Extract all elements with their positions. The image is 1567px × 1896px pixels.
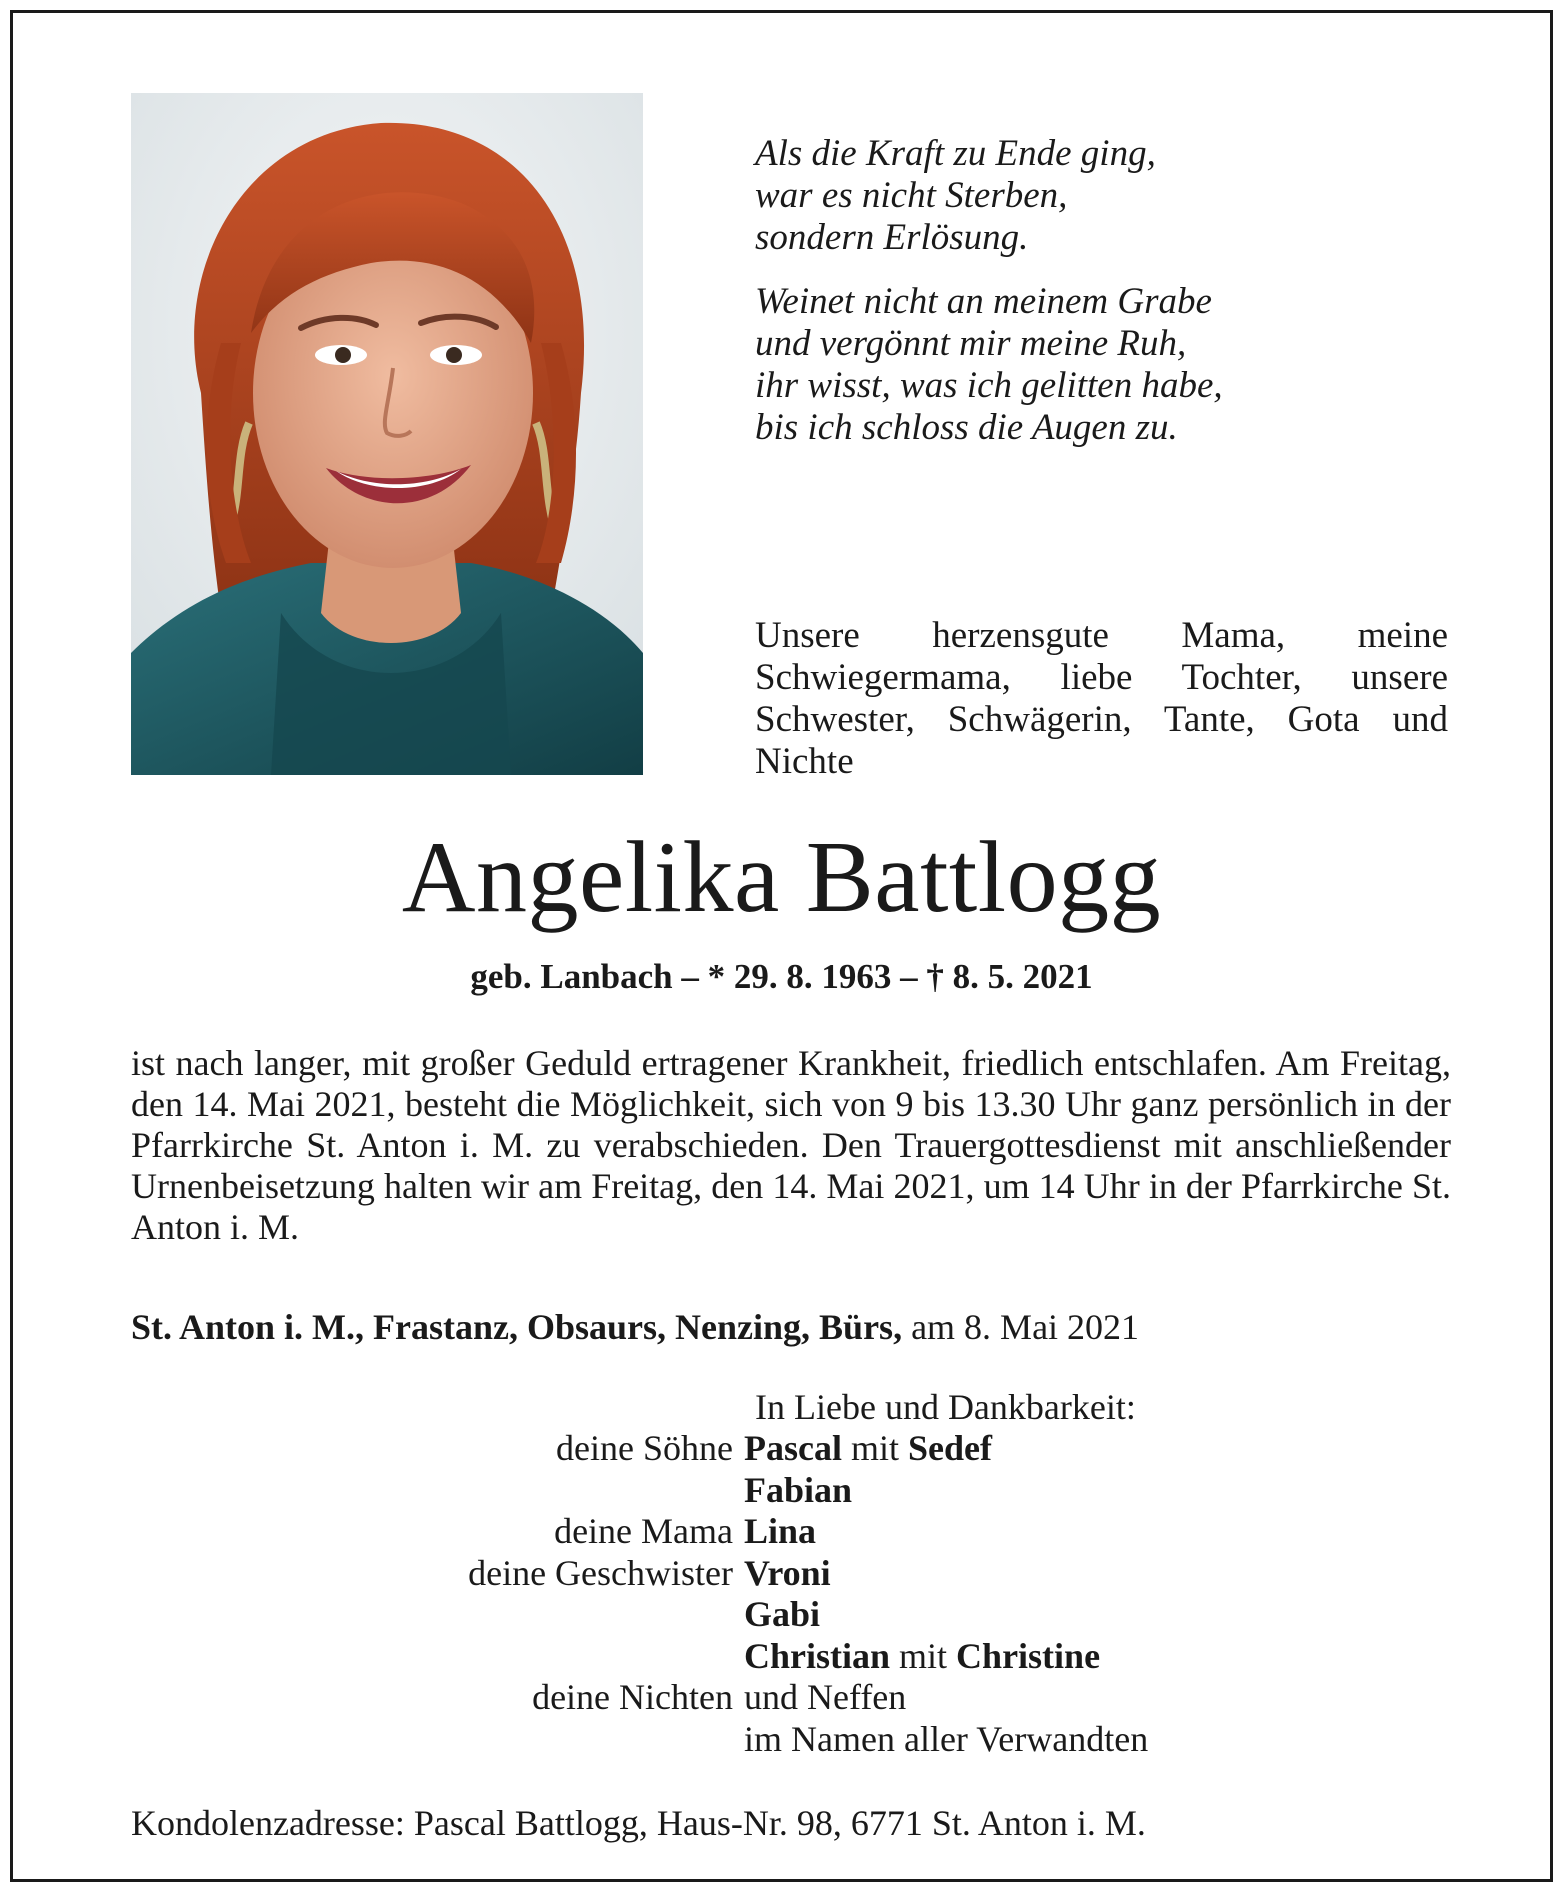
poem-line: sondern Erlösung. [755,217,1029,258]
mourner-person: Fabian [744,1469,853,1510]
announcement-text: ist nach langer, mit großer Geduld ertragener Krankheit, friedlich entschlafen. Am Freitag, den 14. Mai 2021, besteht die Möglichkeit, sich von 9 bis 13.30 Uhr ganz persönlich in der Pfarrkirche St. Anton i. M. zu verabschieden. Den Trauergottesdienst mit anschließender Urnenbeisetzung halten wir am Freitag, den 14. Mai 2021, um 14 Uhr in der Pfarrkirche St. Anton i. M. [131,1043,1451,1247]
poem-line: war es nicht Sterben, [755,175,1068,216]
mourner-row [13,1553,1553,1595]
place-towns: St. Anton i. M., Frastanz, Obsaurs, Nenzing, Bürs, [131,1307,903,1347]
mourner-row [13,1636,1553,1678]
deceased-name: Angelika Battlogg [401,821,1162,934]
dedication-line: In Liebe und Dankbarkeit: [755,1387,1136,1427]
condolence-address: Kondolenzadresse: Pascal Battlogg, Haus-Nr. 98, 6771 St. Anton i. M. [131,1803,1146,1843]
mourner-label: deine Nichten [532,1677,733,1717]
poem [755,133,1455,471]
mourner-name [744,1511,816,1553]
poem-line: ihr wisst, was ich gelitten habe, [755,365,1223,406]
poem-stanza-1 [755,133,1455,259]
mourner-label: deine Geschwister [468,1552,733,1593]
mourner-name [744,1594,820,1636]
mourner-name [744,1470,852,1512]
mourner-connector: mit [899,1635,948,1676]
mourner-row [13,1719,1553,1761]
mourner-label: deine Mama [554,1511,733,1551]
portrait-illustration [131,93,643,775]
mourner-person: Vroni [744,1552,831,1593]
mourner-row [13,1511,1553,1553]
mourner-name [744,1553,831,1595]
poem-line: Als die Kraft zu Ende ging, [755,133,1156,174]
obituary-page [10,10,1553,1882]
mourner-row [13,1677,1553,1719]
mourner-name [744,1428,992,1470]
poem-stanza-2 [755,281,1455,449]
poem-line: bis ich schloss die Augen zu. [755,407,1178,448]
birth-death-dates: geb. Lanbach – * 29. 8. 1963 – † 8. 5. 2021 [470,957,1093,996]
intro-text: Unsere herzensgute Mama, meine Schwiegermama, liebe Tochter, unsere Schwester, Schwägerin, Tante, Gota und Nichte [755,615,1448,782]
mourner-person: Gabi [744,1594,821,1634]
mourner-person: Lina [744,1511,817,1551]
poem-line: Weinet nicht an meinem Grabe [755,281,1212,322]
mourner-label: deine Söhne [556,1428,733,1468]
mourner-person: Pascal [744,1428,842,1468]
mourner-name: und Neffen [744,1677,907,1717]
poem-line: und vergönnt mir meine Ruh, [755,323,1187,364]
mourners-list [13,1428,1553,1760]
mourner-row [13,1594,1553,1636]
mourner-partner: Sedef [908,1428,992,1468]
place-date-line [131,1307,1451,1348]
mourner-name [744,1636,1100,1678]
mourner-person: Christian [744,1635,891,1676]
mourner-row [13,1428,1553,1470]
mourner-row [13,1470,1553,1512]
mourner-partner: Christine [956,1635,1101,1676]
portrait-photo [131,93,643,775]
mourner-name: im Namen aller Verwandten [744,1718,1149,1759]
mourner-connector: mit [850,1428,899,1468]
place-date: am 8. Mai 2021 [911,1307,1140,1347]
